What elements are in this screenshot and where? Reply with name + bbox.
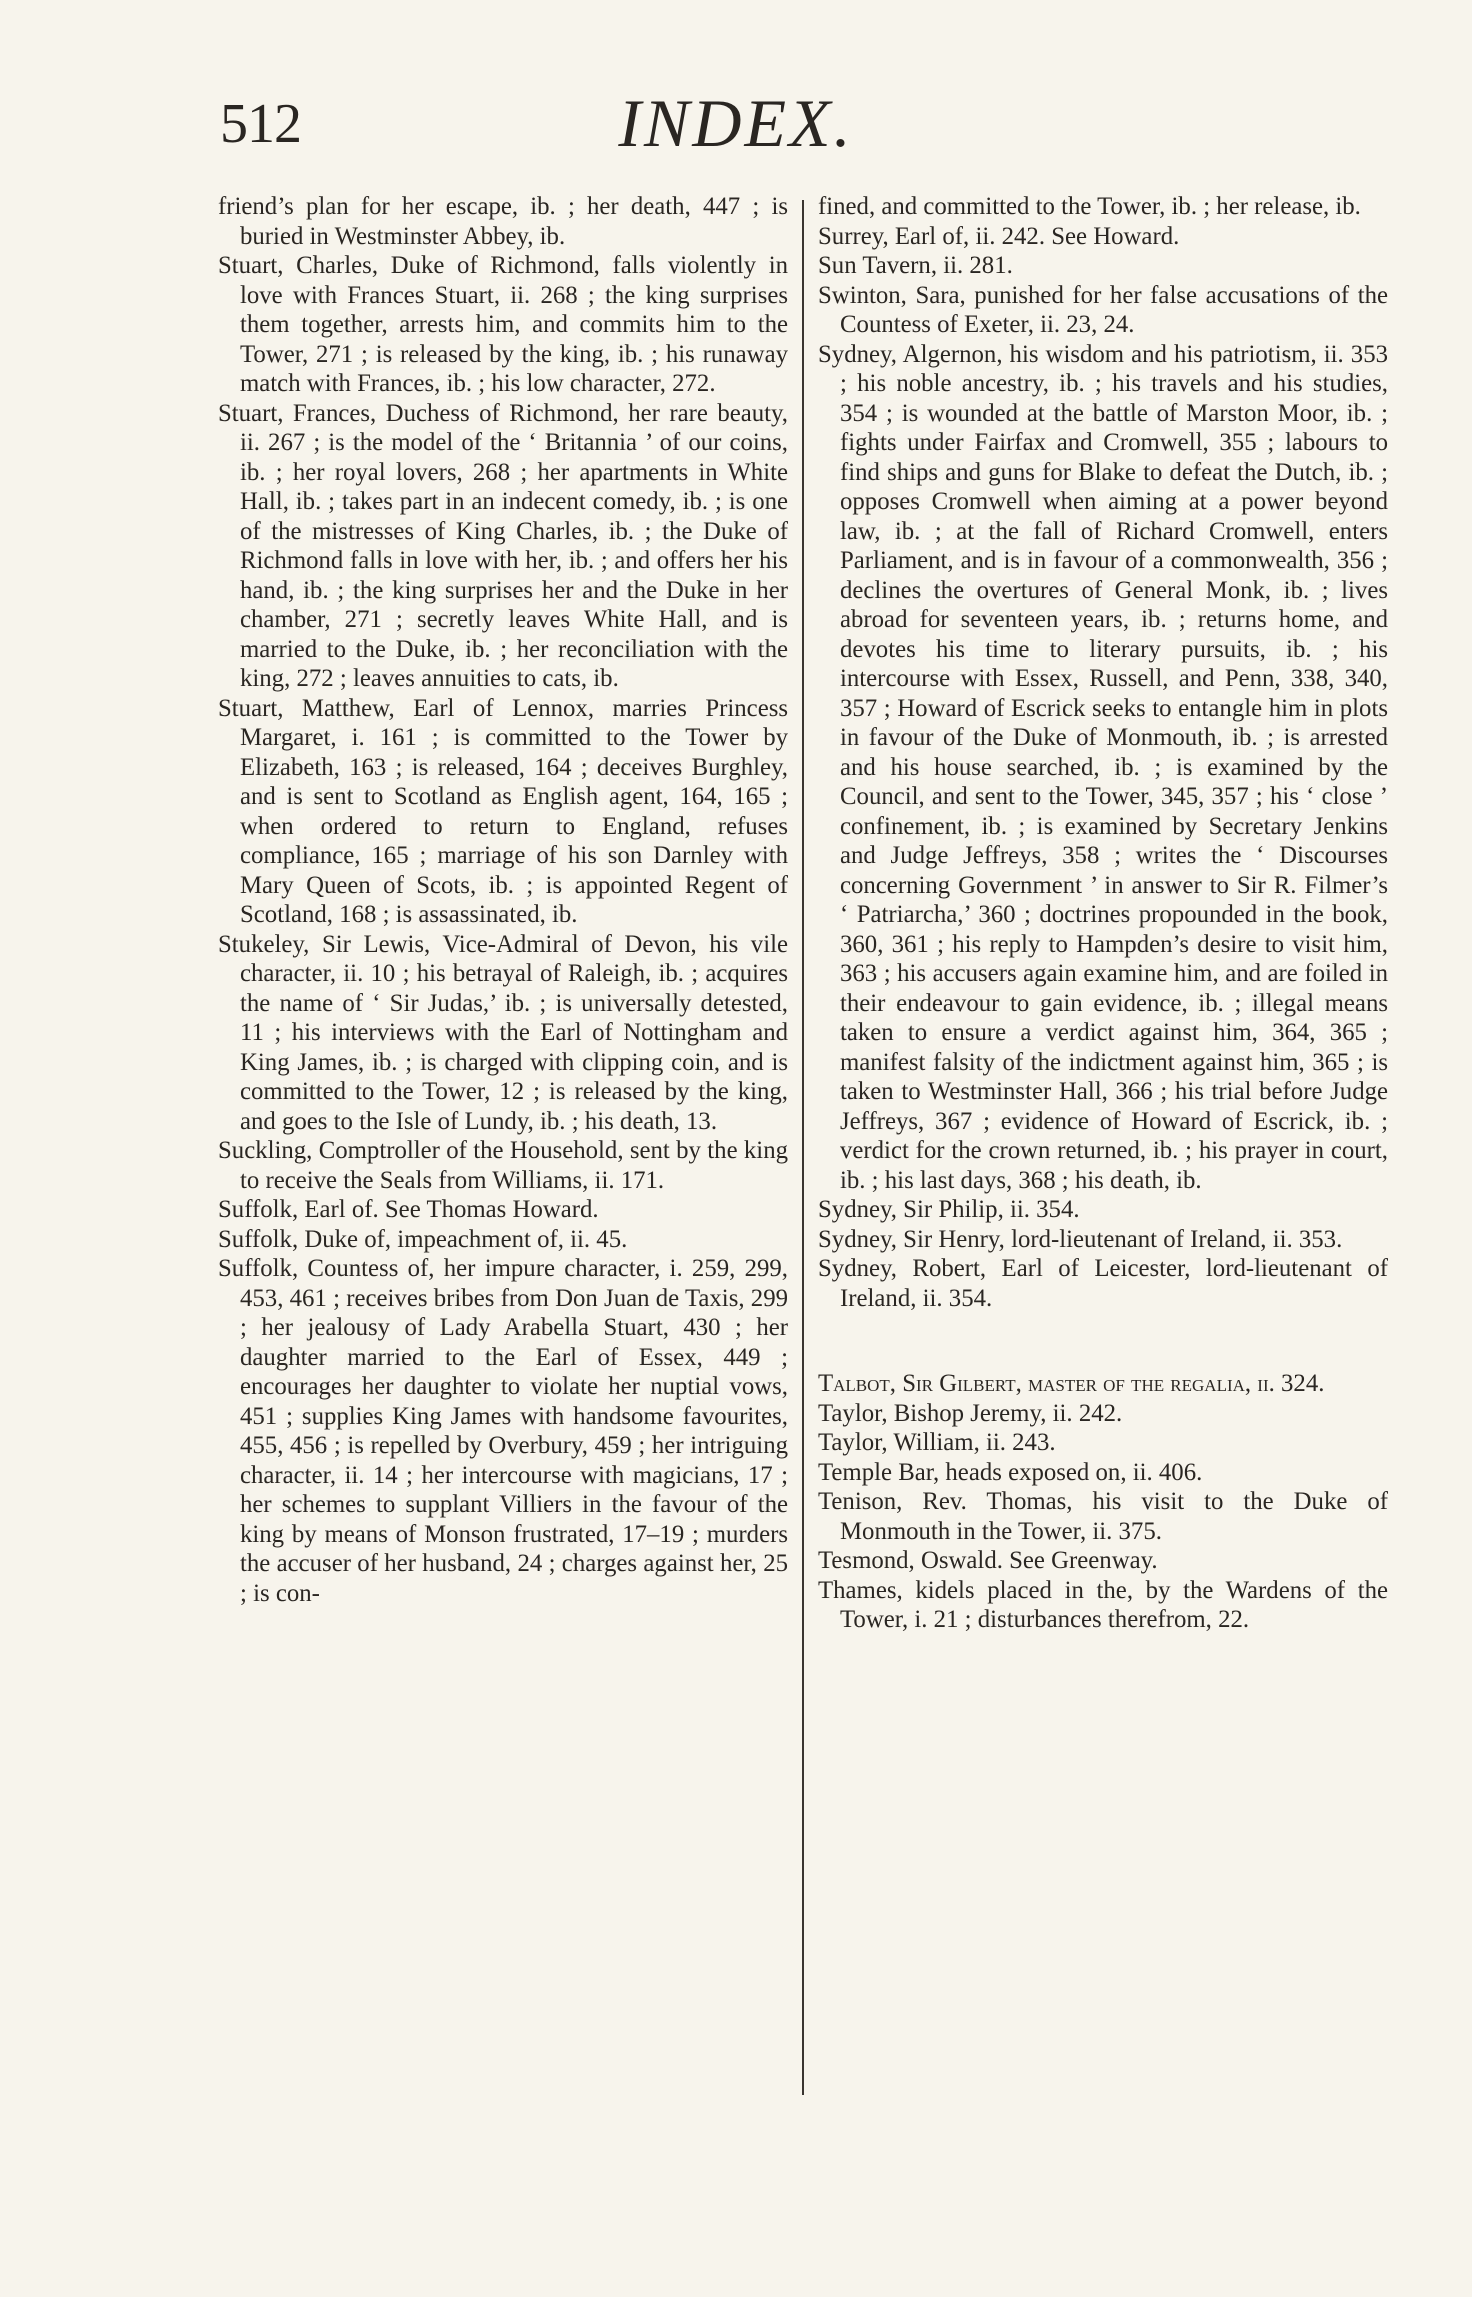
page-title: INDEX. (618, 85, 854, 161)
index-entry: Stuart, Matthew, Earl of Lennox, marries Princess Margaret, i. 161 ; is committed to the Tower by Elizabeth, 163 ; is released, 164 ; deceives Burghley, and is sent to Scotland as English agent, 164, 165 ; when ordered to return to England, refuses compliance, 165 ; marriage of his son Darnley with Mary Queen of Scots, ib. ; is appointed Regent of Scotland, 168 ; is assassinated, ib. (218, 694, 788, 928)
index-entry: Temple Bar, heads exposed on, ii. 406. (818, 1458, 1203, 1486)
index-entry-section-start: Talbot, Sir Gilbert, master of the regalia, ii. 324. (818, 1370, 1325, 1397)
index-entry: Suckling, Comptroller of the Household, sent by the king to receive the Seals from Williams, ii. 171. (218, 1137, 788, 1194)
index-entry: Suffolk, Earl of. See Thomas Howard. (218, 1196, 599, 1223)
index-entry: Tesmond, Oswald. See Greenway. (818, 1547, 1158, 1574)
index-entry: friend’s plan for her escape, ib. ; her death, 447 ; is buried in Westminster Abbey, ib. (218, 193, 788, 250)
index-column-right (818, 192, 1388, 1635)
page-number: 512 (220, 93, 301, 155)
index-entry: Sydney, Algernon, his wisdom and his patriotism, ii. 353 ; his noble ancestry, ib. ; his travels and his studies, 354 ; is wounded at the battle of Marston Moor, ib. ; fights under Fairfax and Cromwell, 355 ; labours to find ships and guns for Blake to defeat the Dutch, ib. ; opposes Cromwell when aiming at a power beyond law, ib. ; at the fall of Richard Cromwell, enters Parliament, and is in favour of a commonwealth, 356 ; declines the overtures of General Monk, ib. ; lives abroad for seventeen years, ib. ; returns home, and devotes his time to literary pursuits, ib. ; his intercourse with Essex, Russell, and Penn, 338, 340, 357 ; Howard of Escrick seeks to entangle him in plots in favour of the Duke of Monmouth, ib. ; is arrested and his house searched, ib. ; is examined by the Council, and sent to the Tower, 345, 357 ; his ‘ close ’ confinement, ib. ; is examined by Secretary Jenkins and Judge Jeffreys, 358 ; writes the ‘ Discourses concerning Government ’ in answer to Sir R. Filmer’s ‘ Patriarcha,’ 360 ; doctrines propounded in the book, 360, 361 ; his reply to Hampden’s desire to visit him, 363 ; his accusers again examine him, and are foiled in their endeavour to gain evidence, ib. ; illegal means taken to ensure a verdict against him, 364, 365 ; manifest falsity of the indictment against him, 365 ; is taken to Westminster Hall, 366 ; his trial before Judge Jeffreys, 367 ; evidence of Howard of Escrick, ib. ; verdict for the crown returned, ib. ; his prayer in court, ib. ; his last days, 368 ; his death, ib. (818, 340, 1388, 1194)
index-entry: Suffolk, Countess of, her impure character, i. 259, 299, 453, 461 ; receives bribes from Don Juan de Taxis, 299 ; her jealousy of Lady Arabella Stuart, 430 ; her daughter married to the Earl of Essex, 449 ; encourages her daughter to violate her nuptial vows, 451 ; supplies King James with handsome favourites, 455, 456 ; is repelled by Overbury, 459 ; her intriguing character, ii. 14 ; her intercourse with magicians, 17 ; her schemes to supplant Villiers in the favour of the king by means of Monson frustrated, 17–19 ; murders the accuser of her husband, 24 ; charges against her, 25 ; is con- (218, 1255, 788, 1607)
index-entry: fined, and committed to the Tower, ib. ; her release, ib. (818, 193, 1361, 220)
index-entry: Taylor, William, ii. 243. (818, 1429, 1056, 1456)
index-column-left (218, 192, 788, 1608)
index-entry: Stuart, Frances, Duchess of Richmond, her rare beauty, ii. 267 ; is the model of the ‘ Britannia ’ of our coins, ib. ; her royal lovers, 268 ; her apartments in White Hall, ib. ; takes part in an indecent comedy, ib. ; is one of the mistresses of King Charles, ib. ; the Duke of Richmond falls in love with her, ib. ; and offers her his hand, ib. ; the king surprises her and the Duke in her chamber, 271 ; secretly leaves White Hall, and is married to the Duke, ib. ; her reconciliation with the king, 272 ; leaves annuities to cats, ib. (218, 399, 788, 692)
index-entry: Taylor, Bishop Jeremy, ii. 242. (818, 1399, 1123, 1427)
index-entry: Sydney, Sir Philip, ii. 354. (818, 1196, 1080, 1223)
index-entry: Sun Tavern, ii. 281. (818, 252, 1013, 279)
index-entry: Suffolk, Duke of, impeachment of, ii. 45. (218, 1225, 628, 1253)
index-entry: Swinton, Sara, punished for her false accusations of the Countess of Exeter, ii. 23, 24. (818, 281, 1388, 338)
index-entry: Surrey, Earl of, ii. 242. See Howard. (818, 222, 1180, 250)
index-entry: Stuart, Charles, Duke of Richmond, falls violently in love with Frances Stuart, ii. 268 ; the king surprises them together, arrests him, and commits him to the Tower, 271 ; is released by the king, ib. ; his runaway match with Frances, ib. ; his low character, 272. (218, 252, 788, 397)
index-entry: Sydney, Sir Henry, lord-lieutenant of Ireland, ii. 353. (818, 1225, 1343, 1253)
index-entry: Thames, kidels placed in the, by the Wardens of the Tower, i. 21 ; disturbances therefrom, 22. (818, 1576, 1388, 1633)
index-entry: Sydney, Robert, Earl of Leicester, lord-lieutenant of Ireland, ii. 354. (818, 1255, 1388, 1312)
index-entry: Stukeley, Sir Lewis, Vice-Admiral of Devon, his vile character, ii. 10 ; his betrayal of Raleigh, ib. ; acquires the name of ‘ Sir Judas,’ ib. ; is universally detested, 11 ; his interviews with the Earl of Nottingham and King James, ib. ; is charged with clipping coin, and is committed to the Tower, 12 ; is released by the king, and goes to the Isle of Lundy, ib. ; his death, 13. (218, 930, 788, 1135)
column-divider (802, 200, 804, 2095)
index-entry: Tenison, Rev. Thomas, his visit to the Duke of Monmouth in the Tower, ii. 375. (818, 1488, 1388, 1545)
